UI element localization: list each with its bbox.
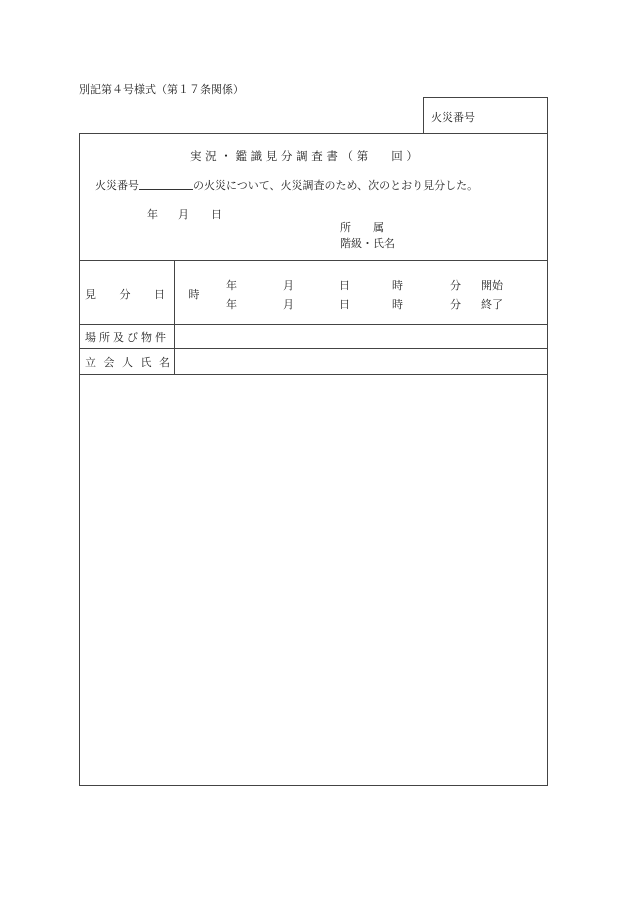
end-hour: 時 <box>392 298 403 311</box>
date-day: 日 <box>211 208 222 221</box>
location-label: 場所及び物件 <box>85 331 169 344</box>
row-sep-body-top <box>79 374 548 375</box>
date-year: 年 <box>147 208 158 221</box>
fire-number-box-label: 火災番号 <box>431 111 475 124</box>
row-sep-location-top <box>79 324 548 325</box>
end-year: 年 <box>226 298 237 311</box>
rank-name-label: 階級・氏名 <box>340 237 395 250</box>
start-minute: 分 <box>450 279 461 292</box>
intro-suffix: の火災について、火災調査のため、次のとおり見分した。 <box>193 179 479 192</box>
start-year: 年 <box>226 279 237 292</box>
observation-body-area[interactable] <box>81 376 546 784</box>
location-field[interactable] <box>176 326 546 347</box>
start-day: 日 <box>339 279 350 292</box>
fire-number-box-top <box>423 97 548 98</box>
start-month: 月 <box>283 279 294 292</box>
frame-bottom <box>79 785 548 786</box>
fire-number-box-left <box>423 97 424 133</box>
frame-left <box>79 133 80 786</box>
end-day: 日 <box>339 298 350 311</box>
start-hour: 時 <box>392 279 403 292</box>
label-column-divider <box>174 260 175 374</box>
frame-right <box>547 133 548 786</box>
start-status: 開始 <box>481 279 503 292</box>
witness-label: 立 会 人 氏 名 <box>85 356 172 369</box>
end-status: 終了 <box>481 298 503 311</box>
inspection-datetime-label: 見 分 日 時 <box>85 288 210 301</box>
form-header-label: 別記第４号様式（第１７条関係） <box>79 83 244 96</box>
frame-top <box>79 133 548 134</box>
affiliation-label: 所 属 <box>340 221 384 234</box>
witness-field[interactable] <box>176 350 546 373</box>
end-minute: 分 <box>450 298 461 311</box>
intro-prefix: 火災番号 <box>95 179 139 192</box>
fire-number-box-right <box>547 97 548 133</box>
form-title: 実 況 ・ 鑑 識 見 分 調 査 書 （ 第 回 ） <box>190 149 418 163</box>
row-sep-datetime-top <box>79 260 548 261</box>
end-month: 月 <box>283 298 294 311</box>
fire-number-blank <box>139 178 193 190</box>
row-sep-witness-top <box>79 348 548 349</box>
intro-sentence <box>95 177 478 193</box>
date-month: 月 <box>178 208 189 221</box>
